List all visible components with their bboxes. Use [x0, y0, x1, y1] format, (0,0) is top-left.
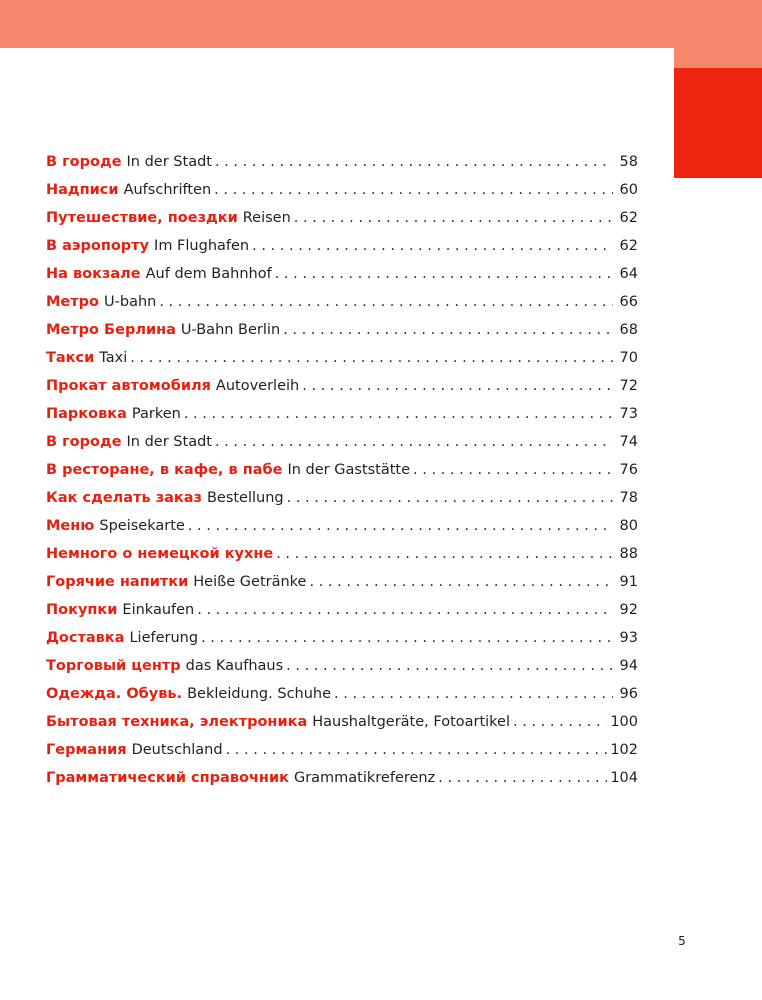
dot-leader — [252, 232, 613, 260]
toc-entry[interactable] — [46, 288, 638, 316]
toc-entry-title-ru: Грамматический справочник — [46, 770, 289, 786]
toc-entry-title-ru: Бытовая техника, электроника — [46, 714, 308, 730]
toc-entry[interactable] — [46, 204, 638, 232]
toc-entry[interactable] — [46, 428, 638, 456]
toc-entry[interactable] — [46, 764, 638, 792]
toc-entry-title-de: U-Bahn Berlin — [180, 322, 281, 338]
toc-entry-page: 91 — [619, 574, 638, 590]
toc-entry-title-de: In der Stadt — [126, 154, 212, 170]
toc-entry-title-ru: Метро Берлина — [46, 322, 176, 338]
toc-entry-title-ru: Немного о немецкой кухне — [46, 546, 274, 562]
dot-leader — [438, 764, 607, 792]
toc-entry[interactable] — [46, 148, 638, 176]
toc-entry-title-de: Lieferung — [129, 630, 199, 646]
dot-leader — [302, 372, 613, 400]
dot-leader — [513, 708, 607, 736]
header-tab — [674, 48, 762, 68]
toc-entry[interactable] — [46, 372, 638, 400]
toc-entry-title-ru: Парковка — [46, 406, 127, 422]
toc-entry-page: 88 — [619, 546, 638, 562]
toc-entry[interactable] — [46, 596, 638, 624]
toc-entry-title-ru: Как сделать заказ — [46, 490, 202, 506]
toc-entry-title-ru: Прокат автомобиля — [46, 378, 211, 394]
dot-leader — [214, 176, 613, 204]
toc-entry-title-ru: На вокзале — [46, 266, 141, 282]
toc-entry-title-ru: Метро — [46, 294, 100, 310]
dot-leader — [294, 204, 613, 232]
toc-entry-page: 70 — [619, 350, 638, 366]
dot-leader — [309, 568, 613, 596]
dot-leader — [188, 512, 613, 540]
toc-entry-title-ru: В городе — [46, 154, 122, 170]
dot-leader — [201, 624, 613, 652]
toc-entry-title-ru: Путешествие, поездки — [46, 210, 238, 226]
dot-leader — [334, 680, 613, 708]
toc-entry[interactable] — [46, 708, 638, 736]
toc-entry[interactable] — [46, 344, 638, 372]
toc-entry-title-de: Taxi — [99, 350, 128, 366]
toc-entry[interactable] — [46, 736, 638, 764]
toc-entry-title-de: Einkaufen — [122, 602, 195, 618]
toc-entry[interactable] — [46, 260, 638, 288]
toc-entry-page: 92 — [619, 602, 638, 618]
toc-entry-title-ru: В городе — [46, 434, 122, 450]
dot-leader — [215, 428, 613, 456]
toc-entry-title-ru: Такси — [46, 350, 95, 366]
dot-leader — [276, 540, 613, 568]
toc-entry-title-de: Deutschland — [131, 742, 223, 758]
toc-entry[interactable] — [46, 176, 638, 204]
toc-entry[interactable] — [46, 456, 638, 484]
dot-leader — [184, 400, 613, 428]
dot-leader — [275, 260, 613, 288]
table-of-contents — [46, 148, 638, 792]
toc-entry-title-ru: Торговый центр — [46, 658, 181, 674]
toc-entry-page: 62 — [619, 238, 638, 254]
toc-entry-title-de: U-bahn — [104, 294, 157, 310]
toc-entry[interactable] — [46, 232, 638, 260]
toc-entry[interactable] — [46, 484, 638, 512]
dot-leader — [197, 596, 613, 624]
toc-entry-title-ru: Одежда. Обувь. — [46, 686, 183, 702]
toc-entry-title-de: Grammatikreferenz — [293, 770, 436, 786]
toc-entry-page: 73 — [619, 406, 638, 422]
toc-entry-title-de: das Kaufhaus — [185, 658, 284, 674]
dot-leader — [159, 288, 613, 316]
toc-entry-page: 78 — [619, 490, 638, 506]
toc-entry-page: 74 — [619, 434, 638, 450]
dot-leader — [286, 652, 613, 680]
dot-leader — [226, 736, 608, 764]
toc-entry-title-ru: Покупки — [46, 602, 118, 618]
dot-leader — [215, 148, 613, 176]
toc-entry-page: 60 — [619, 182, 638, 198]
toc-entry-page: 68 — [619, 322, 638, 338]
header-band — [0, 0, 762, 48]
toc-entry-title-de: Bekleidung. Schuhe — [187, 686, 332, 702]
toc-entry-page: 58 — [619, 154, 638, 170]
toc-entry-page: 80 — [619, 518, 638, 534]
toc-entry-title-de: Bestellung — [206, 490, 284, 506]
toc-entry-page: 96 — [619, 686, 638, 702]
toc-entry[interactable] — [46, 624, 638, 652]
toc-entry-page: 66 — [619, 294, 638, 310]
toc-entry-page: 100 — [610, 714, 638, 730]
toc-entry-page: 76 — [619, 462, 638, 478]
toc-entry-page: 72 — [619, 378, 638, 394]
toc-entry-page: 93 — [619, 630, 638, 646]
section-marker — [674, 68, 762, 178]
toc-entry[interactable] — [46, 540, 638, 568]
toc-entry-title-de: In der Stadt — [126, 434, 212, 450]
toc-entry-title-ru: В аэропорту — [46, 238, 150, 254]
toc-entry-page: 94 — [619, 658, 638, 674]
toc-entry[interactable] — [46, 680, 638, 708]
toc-entry[interactable] — [46, 568, 638, 596]
toc-entry-page: 62 — [619, 210, 638, 226]
toc-entry-title-ru: В ресторане, в кафе, в пабе — [46, 462, 283, 478]
toc-entry-title-de: Reisen — [242, 210, 291, 226]
dot-leader — [413, 456, 613, 484]
toc-entry-title-ru: Горячие напитки — [46, 574, 189, 590]
toc-entry[interactable] — [46, 316, 638, 344]
toc-entry-title-de: Autoverleih — [215, 378, 300, 394]
toc-entry-title-de: Parken — [131, 406, 181, 422]
toc-entry-title-ru: Надписи — [46, 182, 119, 198]
toc-entry[interactable] — [46, 512, 638, 540]
toc-entry-title-ru: Доставка — [46, 630, 125, 646]
toc-entry[interactable] — [46, 652, 638, 680]
toc-entry-title-ru: Германия — [46, 742, 127, 758]
toc-entry-page: 102 — [610, 742, 638, 758]
toc-entry-title-ru: Меню — [46, 518, 95, 534]
dot-leader — [130, 344, 613, 372]
dot-leader — [283, 316, 613, 344]
toc-entry-title-de: Heiße Getränke — [193, 574, 307, 590]
toc-entry[interactable] — [46, 400, 638, 428]
dot-leader — [287, 484, 613, 512]
toc-entry-title-de: Haushaltgeräte, Fotoartikel — [312, 714, 511, 730]
toc-entry-page: 104 — [610, 770, 638, 786]
toc-entry-title-de: Aufschriften — [123, 182, 212, 198]
toc-entry-title-de: Speisekarte — [99, 518, 185, 534]
toc-entry-title-de: Auf dem Bahnhof — [145, 266, 272, 282]
toc-entry-page: 64 — [619, 266, 638, 282]
page-number: 5 — [678, 934, 686, 948]
toc-entry-title-de: Im Flughafen — [154, 238, 250, 254]
toc-entry-title-de: In der Gaststätte — [287, 462, 411, 478]
